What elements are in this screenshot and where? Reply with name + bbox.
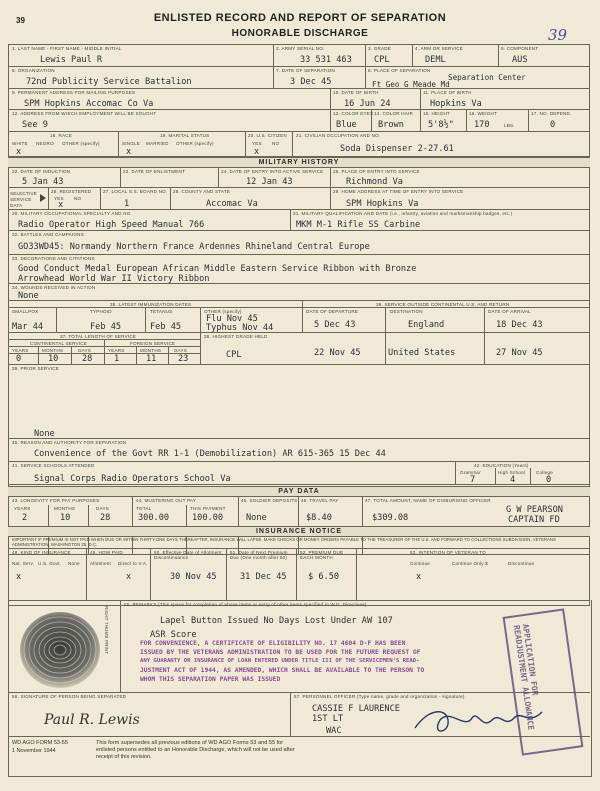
disbursing-officer-rank: CAPTAIN FD	[508, 515, 560, 525]
selective-service-label: SELECTIVE SERVICE DATA	[10, 191, 38, 208]
eyes-value: Blue	[336, 120, 357, 130]
form-date: 1 November 1944	[12, 748, 56, 754]
arm-value: DEML	[425, 55, 446, 65]
enlistment-label: 23. DATE OF ENLISTMENT	[123, 169, 186, 174]
dependents-value: 0	[550, 120, 556, 130]
organization-value: 72nd Publicity Service Battalion	[26, 77, 192, 87]
permanent-address-label: 9. PERMANENT ADDRESS FOR MAILING PURPOSES	[12, 90, 136, 95]
place-entry-value: Richmond Va	[346, 177, 403, 187]
home-address-label: 29. HOME ADDRESS AT TIME OF ENTRY INTO SERVICE	[333, 189, 464, 194]
length-of-service-label: 37. TOTAL LENGTH OF SERVICE	[60, 334, 137, 339]
immunization-label: 35. LATEST IMMUNIZATION DATES	[110, 302, 192, 307]
us-govt-option: U.S. Govt.	[38, 561, 62, 566]
marital-married-option: MARRIED	[146, 141, 169, 146]
other-immunization-label: OTHER (specify)	[204, 309, 242, 314]
place-separation-label: 8. PLACE OF SEPARATION	[368, 68, 431, 73]
qualification-value: MKM M-1 Rifle SS Carbine	[296, 220, 421, 230]
decorations-line1: Good Conduct Medal European African Middle Eastern Service Ribbon with Bronze	[18, 264, 417, 274]
none-option: None	[68, 561, 80, 566]
application-stamp-text: APPLICATION FOR READJUSTMENT ALLOWANCE	[511, 623, 540, 731]
pay-years-label: YEARS	[14, 506, 31, 511]
grade-label: 3. GRADE	[368, 46, 392, 51]
name-value: Lewis Paul R	[40, 55, 103, 65]
eligibility-stamp-line4: JUSTMENT ACT OF 1944, AS AMENDED, WHICH SHALL BE AVAILABLE TO THE PERSON TO	[140, 667, 425, 674]
mustering-total-value: 300.00	[138, 513, 170, 523]
reason-value: Convenience of the Govt RR 1-1 (Demobilization) AR 615-365 15 Dec 44	[34, 449, 386, 459]
destination-1-value: England	[408, 320, 445, 330]
entry-active-label: 24. DATE OF ENTRY INTO ACTIVE SERVICE	[221, 169, 324, 174]
departure-label: DATE OF DEPARTURE	[306, 309, 359, 314]
marital-single-option: SINGLE	[122, 141, 141, 146]
eligibility-stamp-line5: WHOM THIS SEPARATION PAPER WAS ISSUED	[140, 676, 281, 683]
weight-label: 16. WEIGHT	[469, 111, 498, 116]
intention-mark: x	[416, 572, 422, 582]
high-school-value: 4	[510, 475, 516, 485]
local-board-label: 27. LOCAL S.S. BOARD NO.	[103, 189, 168, 194]
premium-due-label: 52. PREMIUM DUE EACH MONTH	[300, 550, 344, 560]
mos-label: 30. MILITARY OCCUPATIONAL SPECIALTY AND NO.	[12, 211, 132, 216]
cont-months-label: MONTHS	[42, 348, 64, 353]
height-label: 15. HEIGHT	[423, 111, 451, 116]
cont-days-value: 28	[82, 354, 93, 364]
place-separation-line2: Ft Geo G Meade Md	[372, 80, 450, 89]
this-payment-label: THIS PAYMENT	[190, 506, 226, 511]
civilian-occupation-label: 21. CIVILIAN OCCUPATION AND NO.	[296, 133, 381, 138]
remarks-label: 55. REMARKS (This space for completion of above items or entry of other items specified in W.D. Directives)	[124, 602, 367, 607]
eligibility-stamp-line1: FOR CONVENIENCE, A CERTIFICATE OF ELIGIBILITY NO. 17 4604 D-F HAS BEEN	[140, 640, 406, 647]
continue-option: Continue	[410, 561, 430, 566]
departure-2-value: 22 Nov 45	[314, 348, 361, 358]
continue-only-option: Continue Only $	[452, 561, 488, 566]
foreign-months-value: 11	[146, 354, 157, 364]
employment-address-label: 12. ADDRESS FROM WHICH EMPLOYMENT WILL BE SOUGHT	[12, 111, 157, 116]
citizen-yes-option: YES	[252, 141, 262, 146]
handwritten-number: 39	[548, 26, 568, 44]
pob-value: Hopkins Va	[430, 99, 482, 109]
prior-service-label: 39. PRIOR SERVICE	[12, 366, 59, 371]
permanent-address-value: SPM Hopkins Accomac Co Va	[24, 99, 154, 109]
footer-note: This form supersedes all previous editions of WD AGO Forms 53 and 55 for enlisted persons entitled to an Honorable Discharge, which will not be used after receipt of this revision.	[96, 740, 295, 760]
marital-other-option: OTHER (specify)	[176, 141, 214, 146]
reason-label: 40. REASON AND AUTHORITY FOR SEPARATION	[12, 440, 127, 445]
citizen-label: 20. U.S. CITIZEN	[248, 133, 287, 138]
page-number: 39	[16, 16, 25, 25]
continental-service-label: CONTINENTAL SERVICE	[30, 341, 88, 346]
pay-days-label: DAYS	[96, 506, 109, 511]
typhoid-value: Feb 45	[90, 322, 122, 332]
dob-value: 16 Jun 24	[344, 99, 391, 109]
direct-va-option: Direct to V.A.	[118, 561, 148, 566]
cont-years-label: YEARS	[12, 348, 29, 353]
pob-label: 11. PLACE OF BIRTH	[423, 90, 472, 95]
typhoid-label: TYPHOID	[90, 309, 112, 314]
induction-label: 22. DATE OF INDUCTION	[12, 169, 71, 174]
battles-value: GO33WD45: Normandy Northern France Ardennes Rhineland Central Europe	[18, 242, 370, 252]
height-value: 5'8½"	[428, 120, 454, 130]
marital-mark: x	[126, 147, 132, 157]
grammar-value: 7	[470, 475, 476, 485]
schools-label: 41. SERVICE SCHOOLS ATTENDED	[12, 463, 95, 468]
kind-insurance-label: 48. KIND OF INSURANCE	[12, 550, 71, 555]
date-separation-value: 3 Dec 45	[290, 77, 332, 87]
travel-pay-value: $8.40	[306, 513, 332, 523]
registered-label: 26. REGISTERED	[51, 189, 92, 194]
how-paid-label: 49. HOW PAID	[90, 550, 123, 555]
highest-grade-label: 38. HIGHEST GRADE HELD	[204, 334, 268, 339]
officer-name: CASSIE F LAURENCE	[312, 704, 400, 714]
signature-person-label: 56. SIGNATURE OF PERSON BEING SEPARATED	[12, 694, 127, 699]
college-label: College	[536, 470, 553, 475]
home-address-value: SPM Hopkins Va	[346, 199, 419, 209]
decorations-label: 33. DECORATIONS AND CITATIONS	[12, 256, 95, 261]
destination-2-value: United States	[388, 348, 456, 358]
destination-label: DESTINATION	[390, 309, 423, 314]
name-label: 1. LAST NAME - FIRST NAME - MIDDLE INITIAL	[12, 46, 122, 51]
dob-label: 10. DATE OF BIRTH	[333, 90, 379, 95]
service-outside-label: 36. SERVICE OUTSIDE CONTINENTAL U.S. AND RETURN	[376, 302, 510, 307]
remarks-line2: ASR Score	[150, 630, 197, 640]
smallpox-label: SMALLPOX	[12, 309, 39, 314]
hair-label: 14. COLOR HAIR	[374, 111, 414, 116]
mos-value: Radio Operator High Speed Manual 766	[18, 220, 205, 230]
serial-value: 33 531 463	[300, 55, 352, 65]
allotment-date-label: 50. Effective Date of Allotment Discontinuance	[154, 550, 222, 560]
document-subtitle: HONORABLE DISCHARGE	[231, 28, 369, 39]
county-state-value: Accomac Va	[206, 199, 258, 209]
race-white-option: WHITE	[12, 141, 28, 146]
military-history-header: MILITARY HISTORY	[8, 157, 590, 168]
other-immunization-line2: Typhus Nov 44	[206, 323, 274, 333]
registered-mark: x	[58, 200, 64, 210]
next-premium-value: 31 Dec 45	[240, 572, 287, 582]
total-amount-label: 47. TOTAL AMOUNT, NAME OF DISBURSING OFFICER	[365, 498, 491, 503]
officer-unit: WAC	[326, 726, 342, 736]
how-paid-mark: x	[126, 572, 132, 582]
induction-value: 5 Jan 43	[22, 177, 64, 187]
decorations-line2: Arrowhead World War II Victory Ribbon	[18, 274, 210, 284]
cont-years-value: 0	[16, 354, 22, 364]
qualification-label: 31. MILITARY QUALIFICATION AND DATE (i.e., infantry, aviation and marksmanship badges, etc.)	[293, 211, 513, 216]
pay-months-value: 10	[60, 513, 71, 523]
officer-rank: 1ST LT	[312, 714, 344, 724]
intention-label: 53. INTENTION OF VETERAN TO	[410, 550, 486, 555]
cont-months-value: 10	[48, 354, 59, 364]
employment-address-value: See 9	[22, 120, 48, 130]
tetanus-label: TETANUS	[150, 309, 173, 314]
pay-months-label: MONTHS	[54, 506, 76, 511]
foreign-days-label: DAYS	[174, 348, 187, 353]
citizen-no-option: NO	[272, 141, 280, 146]
personnel-officer-label: 57. PERSONNEL OFFICER (Type name, grade and organization - signature)	[294, 694, 465, 699]
arrival-1-value: 18 Dec 43	[496, 320, 543, 330]
dependents-label: 17. NO. DEPEND.	[531, 111, 572, 116]
insurance-important-text: IMPORTANT IF PREMIUM IS NOT PAID WHEN DUE OR WITHIN THIRTY-ONE DAYS THEREAFTER, INSURANCE WILL LAPSE. MAKE CHECKS OR MONEY ORDERS PAYABLE TO THE TREASURER OF THE U.S. AND FORWARD TO COLLECTIONS SUBDIVISION, VETERANS ADMINISTRATION, WASHINGTON 25, D.C.	[12, 537, 556, 547]
date-separation-label: 7. DATE OF SEPARATION	[276, 68, 336, 73]
next-premium-label: 51. Date of Next Premium Due (One month after 50)	[230, 550, 288, 560]
arrival-label: DATE OF ARRIVAL	[488, 309, 531, 314]
county-state-label: 28. COUNTY AND STATE	[173, 189, 231, 194]
other-immunization-line1: Flu Nov 45	[206, 314, 258, 324]
hair-value: Brown	[378, 120, 404, 130]
smallpox-value: Mar 44	[12, 322, 44, 332]
marital-label: 19. MARITAL STATUS	[160, 133, 210, 138]
registered-yes-option: YES	[54, 196, 64, 201]
wounds-value: None	[18, 291, 39, 301]
foreign-service-label: FOREIGN SERVICE	[130, 341, 176, 346]
eligibility-stamp-line2: ISSUED BY THE VETERANS ADMINISTRATION TO BE USED FOR THE FUTURE REQUEST OF	[140, 649, 421, 656]
schools-value: Signal Corps Radio Operators School Va	[34, 474, 231, 484]
high-school-label: High School	[498, 470, 525, 475]
allotment-date-value: 30 Nov 45	[170, 572, 217, 582]
eligibility-stamp-line3: ANY GUARANTY OR INSURANCE OF LOAN ENTERED UNDER TITLE III OF THE SERVICEMEN'S READ-	[140, 658, 420, 664]
foreign-days-value: 23	[178, 354, 189, 364]
pay-years-value: 2	[22, 513, 28, 523]
registered-no-option: NO	[74, 196, 82, 201]
civilian-occupation-value: Soda Dispenser 2-27.61	[340, 144, 454, 154]
deposits-label: 45. SOLDIER DEPOSITS	[241, 498, 298, 503]
tetanus-value: Feb 45	[150, 322, 182, 332]
pay-data-header: PAY DATA	[8, 486, 590, 497]
highest-grade-value: CPL	[226, 350, 242, 360]
arm-label: 4. ARM OR SERVICE	[415, 46, 463, 51]
arrow-icon	[40, 194, 46, 202]
race-label: 18. RACE	[50, 133, 73, 138]
allotment-option: Allotment	[90, 561, 111, 566]
form-number: WD AGO FORM 53-55	[12, 740, 68, 746]
weight-value: 170	[474, 120, 490, 130]
component-label: 5. COMPONENT	[501, 46, 539, 51]
eyes-label: 13. COLOR EYES	[333, 111, 374, 116]
officer-signature	[410, 700, 550, 740]
discontinue-option: Discontinue	[508, 561, 535, 566]
college-value: 0	[546, 475, 552, 485]
wounds-label: 34. WOUNDS RECEIVED IN ACTION	[12, 285, 96, 290]
grammar-label: Grammar	[460, 470, 481, 475]
this-payment-value: 100.00	[192, 513, 224, 523]
place-entry-label: 25. PLACE OF ENTRY INTO SERVICE	[333, 169, 420, 174]
insurance-kind-mark: x	[16, 572, 22, 582]
component-value: AUS	[512, 55, 528, 65]
mustering-out-label: 44. MUSTERING OUT PAY	[136, 498, 197, 503]
longevity-label: 43. LONGEVITY FOR PAY PURPOSES	[12, 498, 100, 503]
nat-serv-option: Nat. Serv.	[12, 561, 35, 566]
citizen-mark: x	[254, 147, 260, 157]
prior-service-value: None	[34, 429, 55, 439]
pay-days-value: 28	[100, 513, 111, 523]
departure-1-value: 5 Dec 43	[314, 320, 356, 330]
race-mark: x	[16, 147, 22, 157]
insurance-notice-header: INSURANCE NOTICE	[8, 526, 590, 537]
entry-active-value: 12 Jan 43	[246, 177, 293, 187]
weight-unit: LBS.	[504, 123, 515, 128]
deposits-value: None	[246, 513, 267, 523]
race-negro-option: NEGRO	[36, 141, 54, 146]
organization-label: 6. ORGANIZATION	[12, 68, 55, 73]
arrival-2-value: 27 Nov 45	[496, 348, 543, 358]
foreign-years-value: 1	[114, 354, 120, 364]
document-title: ENLISTED RECORD AND REPORT OF SEPARATION	[153, 12, 447, 24]
place-separation-line1: Separation Center	[448, 73, 526, 82]
thumb-print-label: RIGHT THUMB PRINT	[104, 606, 109, 655]
serial-label: 2. ARMY SERIAL NO.	[276, 46, 325, 51]
grade-value: CPL	[374, 55, 390, 65]
thumbprint-image	[14, 606, 104, 690]
mustering-total-label: TOTAL	[136, 506, 152, 511]
foreign-years-label: YEARS	[108, 348, 125, 353]
travel-pay-label: 46. TRAVEL PAY	[301, 498, 339, 503]
foreign-months-label: MONTHS	[140, 348, 162, 353]
remarks-line1: Lapel Button Issued No Days Lost Under AW 107	[160, 616, 393, 626]
premium-due-value: $ 6.50	[308, 572, 340, 582]
disbursing-officer-name: G W PEARSON	[506, 505, 563, 515]
local-board-value: 1	[124, 199, 130, 209]
total-amount-value: $309.08	[372, 513, 409, 523]
cont-days-label: DAYS	[78, 348, 91, 353]
education-label: 42. EDUCATION (Years)	[474, 463, 529, 468]
battles-label: 32. BATTLES AND CAMPAIGNS	[12, 232, 84, 237]
soldier-signature: Paul R. Lewis	[44, 712, 140, 728]
race-other-option: OTHER (specify)	[62, 141, 100, 146]
